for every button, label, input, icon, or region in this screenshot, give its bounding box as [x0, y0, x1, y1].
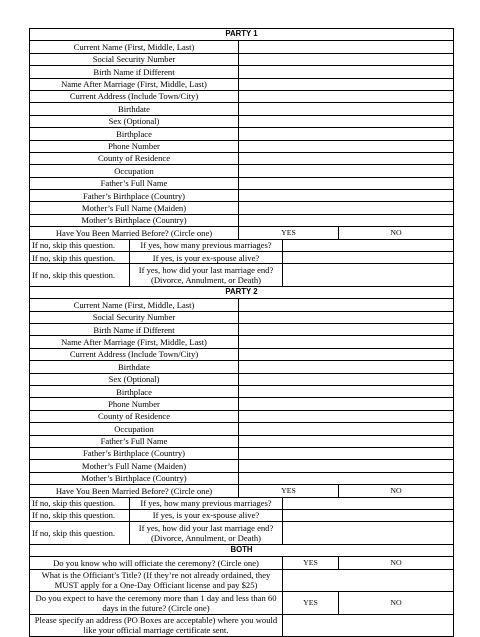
party-2-followup-row	[30, 522, 454, 545]
party-1-followup-answer[interactable]	[283, 252, 454, 264]
party-1-answer-field[interactable]	[239, 177, 454, 189]
no-option[interactable]: NO	[339, 227, 454, 239]
party-2-field-row	[30, 373, 454, 385]
party-2-followup-row	[30, 497, 454, 509]
party-1-answer-field[interactable]	[239, 140, 454, 152]
field-label: Name After Marriage (First, Middle, Last)	[30, 78, 239, 90]
yes-option[interactable]: YES	[239, 485, 339, 497]
address-row	[30, 614, 454, 637]
party-2-answer-field[interactable]	[239, 435, 454, 447]
field-label: Birthdate	[30, 361, 239, 373]
party-1-field-row	[30, 214, 454, 226]
field-label: Current Name (First, Middle, Last)	[30, 41, 239, 53]
field-label: Father’s Full Name	[30, 435, 239, 447]
officiant-known-label: Do you know who will officiate the ceremony? (Circle one)	[30, 557, 283, 569]
officiant-known-row	[30, 557, 454, 569]
field-label: Mother’s Full Name (Maiden)	[30, 202, 239, 214]
skip-note: If no, skip this question.	[30, 252, 130, 264]
party-1-answer-field[interactable]	[239, 214, 454, 226]
party-1-field-row	[30, 140, 454, 152]
party-1-field-row	[30, 165, 454, 177]
field-label: Current Address (Include Town/City)	[30, 90, 239, 102]
party-1-answer-field[interactable]	[239, 66, 454, 78]
party-1-field-row	[30, 202, 454, 214]
party-2-field-row	[30, 348, 454, 360]
party-1-field-row	[30, 152, 454, 164]
party-1-field-row	[30, 41, 454, 53]
party-2-answer-field[interactable]	[239, 448, 454, 460]
party-2-field-row	[30, 460, 454, 472]
party-1-followup-answer[interactable]	[283, 264, 454, 287]
followup-question: If yes, how did your last marriage end? (Divorce, Annulment, or Death)	[130, 522, 283, 545]
party-2-answer-field[interactable]	[239, 361, 454, 373]
yes-option[interactable]: YES	[239, 227, 339, 239]
field-label: Occupation	[30, 423, 239, 435]
field-label: Birthdate	[30, 103, 239, 115]
followup-question: If yes, is your ex-spouse alive?	[130, 252, 283, 264]
officiant-title-row	[30, 569, 454, 592]
both-header-row	[30, 544, 454, 556]
certificate-address-field[interactable]	[283, 614, 454, 637]
party-2-field-row	[30, 448, 454, 460]
party-2-field-row	[30, 435, 454, 447]
field-label: Social Security Number	[30, 53, 239, 65]
field-label: Social Security Number	[30, 311, 239, 323]
party-1-answer-field[interactable]	[239, 202, 454, 214]
yes-option[interactable]: YES	[283, 557, 339, 569]
marriage-application-form	[29, 28, 453, 637]
field-label: Birth Name if Different	[30, 324, 239, 336]
skip-note: If no, skip this question.	[30, 239, 130, 251]
field-label: Phone Number	[30, 398, 239, 410]
party-2-answer-field[interactable]	[239, 423, 454, 435]
party-2-field-row	[30, 472, 454, 484]
party-2-answer-field[interactable]	[239, 311, 454, 323]
party-1-field-row	[30, 90, 454, 102]
party-2-answer-field[interactable]	[239, 348, 454, 360]
party-1-answer-field[interactable]	[239, 190, 454, 202]
both-header: BOTH	[30, 544, 454, 556]
officiant-title-answer[interactable]	[283, 569, 454, 592]
party-1-followup-row	[30, 264, 454, 287]
field-label: Father’s Full Name	[30, 177, 239, 189]
field-label: County of Residence	[30, 152, 239, 164]
party-1-answer-field[interactable]	[239, 152, 454, 164]
field-label: County of Residence	[30, 410, 239, 422]
skip-note: If no, skip this question.	[30, 264, 130, 287]
party-2-answer-field[interactable]	[239, 472, 454, 484]
ceremony-window-row	[30, 592, 454, 615]
party-1-answer-field[interactable]	[239, 41, 454, 53]
followup-question: If yes, how many previous marriages?	[130, 497, 283, 509]
party-2-answer-field[interactable]	[239, 410, 454, 422]
party-2-followup-answer[interactable]	[283, 497, 454, 509]
party-1-header-row	[30, 29, 454, 41]
field-label: Name After Marriage (First, Middle, Last)	[30, 336, 239, 348]
no-option[interactable]: NO	[339, 592, 454, 615]
party-1-answer-field[interactable]	[239, 53, 454, 65]
followup-question: If yes, is your ex-spouse alive?	[130, 509, 283, 521]
party-2-field-row	[30, 410, 454, 422]
party-2-field-row	[30, 311, 454, 323]
field-label: Occupation	[30, 165, 239, 177]
party-1-field-row	[30, 115, 454, 127]
party-1-followup-row	[30, 252, 454, 264]
form-table	[29, 28, 454, 637]
followup-question: If yes, how did your last marriage end? (Divorce, Annulment, or Death)	[130, 264, 283, 287]
party-2-answer-field[interactable]	[239, 299, 454, 311]
field-label: Current Address (Include Town/City)	[30, 348, 239, 360]
party-1-followup-answer[interactable]	[283, 239, 454, 251]
party-2-answer-field[interactable]	[239, 386, 454, 398]
party-1-answer-field[interactable]	[239, 103, 454, 115]
field-label: Sex (Optional)	[30, 373, 239, 385]
skip-note: If no, skip this question.	[30, 497, 130, 509]
field-label: Mother’s Birthplace (Country)	[30, 214, 239, 226]
party-2-answer-field[interactable]	[239, 398, 454, 410]
field-label: Phone Number	[30, 140, 239, 152]
party-2-field-row	[30, 336, 454, 348]
party-2-followup-row	[30, 509, 454, 521]
party-1-answer-field[interactable]	[239, 90, 454, 102]
party-2-followup-answer[interactable]	[283, 509, 454, 521]
party-1-answer-field[interactable]	[239, 165, 454, 177]
married-before-label: Have You Been Married Before? (Circle one)	[30, 227, 239, 239]
party-2-answer-field[interactable]	[239, 324, 454, 336]
party-1-field-row	[30, 190, 454, 202]
field-label: Birthplace	[30, 386, 239, 398]
field-label: Current Name (First, Middle, Last)	[30, 299, 239, 311]
field-label: Father’s Birthplace (Country)	[30, 190, 239, 202]
married-before-label: Have You Been Married Before? (Circle one)	[30, 485, 239, 497]
ceremony-window-label: Do you expect to have the ceremony more than 1 day and less than 60 days in the future? (Circle one)	[30, 592, 283, 615]
yes-option[interactable]: YES	[283, 592, 339, 615]
field-label: Mother’s Full Name (Maiden)	[30, 460, 239, 472]
skip-note: If no, skip this question.	[30, 522, 130, 545]
officiant-title-label: What is the Officiant’s Title? (If they’re not already ordained, they MUST apply for a One-Day Officiant license and pay $25)	[30, 569, 283, 592]
party-2-answer-field[interactable]	[239, 336, 454, 348]
party-2-field-row	[30, 324, 454, 336]
party-1-field-row	[30, 128, 454, 140]
field-label: Birth Name if Different	[30, 66, 239, 78]
party-2-field-row	[30, 398, 454, 410]
party-1-field-row	[30, 53, 454, 65]
party-1-field-row	[30, 177, 454, 189]
followup-question: If yes, how many previous marriages?	[130, 239, 283, 251]
party-1-field-row	[30, 66, 454, 78]
party-2-header: PARTY 2	[30, 286, 454, 298]
party-1-answer-field[interactable]	[239, 78, 454, 90]
party-1-field-row	[30, 78, 454, 90]
party-1-answer-field[interactable]	[239, 128, 454, 140]
party-2-answer-field[interactable]	[239, 460, 454, 472]
party-2-field-row	[30, 299, 454, 311]
field-label: Sex (Optional)	[30, 115, 239, 127]
party-2-field-row	[30, 423, 454, 435]
party-2-answer-field[interactable]	[239, 373, 454, 385]
party-1-married-before-row	[30, 227, 454, 239]
party-1-answer-field[interactable]	[239, 115, 454, 127]
no-option[interactable]: NO	[339, 557, 454, 569]
party-2-field-row	[30, 386, 454, 398]
no-option[interactable]: NO	[339, 485, 454, 497]
skip-note: If no, skip this question.	[30, 509, 130, 521]
party-2-followup-answer[interactable]	[283, 522, 454, 545]
party-1-field-row	[30, 103, 454, 115]
party-1-header: PARTY 1	[30, 29, 454, 41]
field-label: Father’s Birthplace (Country)	[30, 448, 239, 460]
party-2-married-before-row	[30, 485, 454, 497]
party-1-followup-row	[30, 239, 454, 251]
field-label: Mother’s Birthplace (Country)	[30, 472, 239, 484]
field-label: Birthplace	[30, 128, 239, 140]
party-2-header-row	[30, 286, 454, 298]
address-request-label: Please specify an address (PO Boxes are acceptable) where you would like your official marriage certificate sent.	[30, 614, 283, 637]
party-2-field-row	[30, 361, 454, 373]
